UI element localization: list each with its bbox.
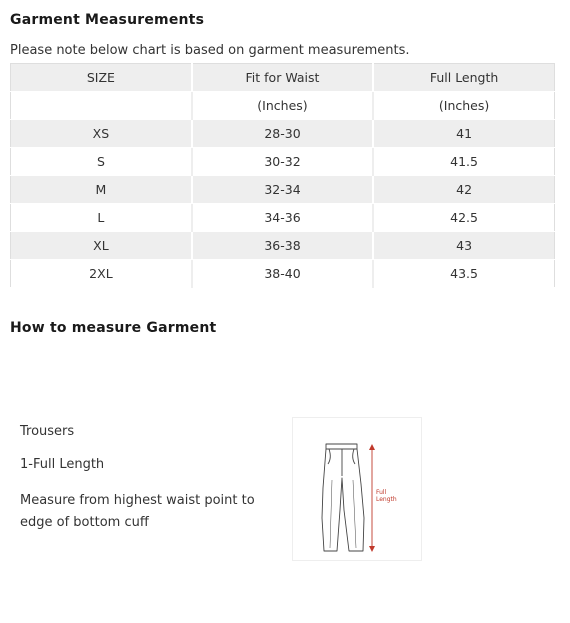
cell-length: 43 bbox=[373, 232, 554, 260]
cell-waist: 28-30 bbox=[192, 120, 373, 148]
table-units-row bbox=[11, 92, 555, 120]
page-title: Garment Measurements bbox=[10, 12, 205, 28]
trousers-diagram bbox=[292, 417, 422, 561]
measure-description: Measure from highest waist point to edge of bottom cuff bbox=[20, 493, 255, 530]
units-size bbox=[11, 92, 192, 120]
cell-size: XS bbox=[11, 120, 192, 148]
header-waist: Fit for Waist bbox=[192, 64, 373, 92]
cell-length: 41.5 bbox=[373, 148, 554, 176]
cell-size: L bbox=[11, 204, 192, 232]
units-length: (Inches) bbox=[373, 92, 554, 120]
figure-label-length: Length bbox=[376, 496, 397, 503]
cell-length: 43.5 bbox=[373, 260, 554, 288]
trousers-diagram-icon bbox=[293, 418, 421, 560]
cell-size: XL bbox=[11, 232, 192, 260]
cell-waist: 38-40 bbox=[192, 260, 373, 288]
cell-waist: 32-34 bbox=[192, 176, 373, 204]
table-row bbox=[11, 232, 555, 260]
table-header-row bbox=[11, 64, 555, 92]
cell-waist: 30-32 bbox=[192, 148, 373, 176]
cell-length: 42 bbox=[373, 176, 554, 204]
header-size: SIZE bbox=[11, 64, 192, 92]
table-row bbox=[11, 148, 555, 176]
cell-waist: 36-38 bbox=[192, 232, 373, 260]
garment-category: Trousers bbox=[20, 424, 75, 439]
cell-length: 42.5 bbox=[373, 204, 554, 232]
cell-size: M bbox=[11, 176, 192, 204]
size-chart-table bbox=[10, 63, 555, 288]
cell-length: 41 bbox=[373, 120, 554, 148]
how-to-measure-heading: How to measure Garment bbox=[10, 320, 217, 336]
figure-label-full: Full bbox=[376, 489, 387, 496]
units-waist: (Inches) bbox=[192, 92, 373, 120]
cell-size: S bbox=[11, 148, 192, 176]
table-row bbox=[11, 260, 555, 288]
table-row bbox=[11, 176, 555, 204]
chart-note: Please note below chart is based on garment measurements. bbox=[10, 43, 410, 58]
measure-point-title: 1-Full Length bbox=[20, 457, 105, 472]
cell-waist: 34-36 bbox=[192, 204, 373, 232]
table-row bbox=[11, 204, 555, 232]
table-row bbox=[11, 120, 555, 148]
header-length: Full Length bbox=[373, 64, 554, 92]
cell-size: 2XL bbox=[11, 260, 192, 288]
